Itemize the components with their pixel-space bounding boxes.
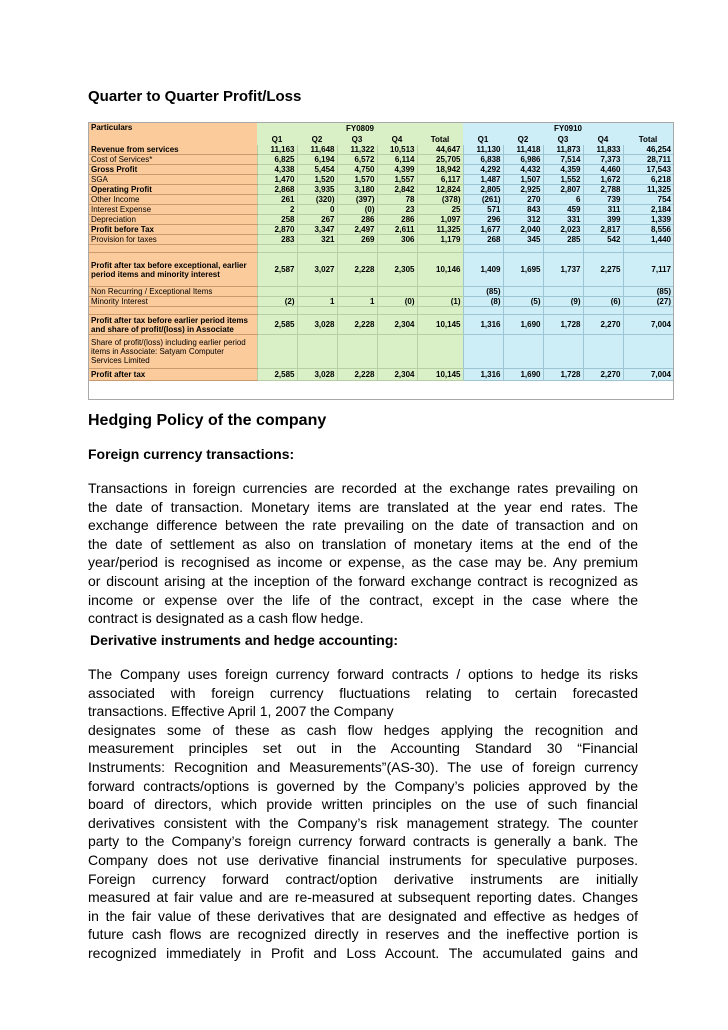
cell-value — [417, 287, 463, 297]
cell-value: 2,228 — [337, 253, 377, 287]
particulars-header: Particulars — [89, 123, 257, 145]
cell-value: 345 — [503, 235, 543, 245]
row-label — [89, 307, 257, 315]
text-line: exchange difference between the rate prevailing on the date of transaction and on — [88, 517, 638, 534]
cell-value: 1,339 — [623, 215, 673, 225]
cell-value — [297, 287, 337, 297]
column-header: Q3 — [543, 133, 583, 145]
cell-value: 2,304 — [377, 315, 417, 335]
cell-value: 2,868 — [257, 185, 297, 195]
cell-value — [463, 245, 503, 253]
cell-value — [257, 307, 297, 315]
cell-value: 7,373 — [583, 155, 623, 165]
cell-value: 7,004 — [623, 369, 673, 381]
cell-value: (0) — [377, 297, 417, 307]
cell-value: 6 — [543, 195, 583, 205]
cell-value: 7,514 — [543, 155, 583, 165]
table-row — [89, 145, 673, 155]
cell-value: 11,325 — [623, 185, 673, 195]
cell-value — [417, 335, 463, 369]
cell-value: 261 — [257, 195, 297, 205]
text-line: future cash flows are recognized directly in reserves and the ineffective portion is — [88, 926, 638, 943]
table-row — [89, 155, 673, 165]
row-label: Revenue from services — [89, 145, 257, 155]
cell-value — [503, 307, 543, 315]
fy0809-header: FY0809 — [257, 123, 463, 133]
cell-value: 542 — [583, 235, 623, 245]
text-line: derivatives consistent with the Company’s risk management strategy. The counter — [88, 814, 638, 831]
cell-value — [337, 307, 377, 315]
cell-value: (85) — [623, 287, 673, 297]
cell-value: 2,807 — [543, 185, 583, 195]
cell-value: 1,695 — [503, 253, 543, 287]
table-row — [89, 215, 673, 225]
profit-loss-table — [88, 122, 674, 400]
cell-value: 269 — [337, 235, 377, 245]
cell-value: (261) — [463, 195, 503, 205]
fx-transactions-paragraph — [88, 479, 638, 628]
cell-value: 10,145 — [417, 369, 463, 381]
row-label: Share of profit/(loss) including earlier period items in Associate: Satyam Computer Services Limited — [89, 335, 257, 369]
cell-value: 312 — [503, 215, 543, 225]
cell-value: 6,117 — [417, 175, 463, 185]
table-row — [89, 195, 673, 205]
cell-value — [543, 245, 583, 253]
cell-value: 10,146 — [417, 253, 463, 287]
cell-value: 11,163 — [257, 145, 297, 155]
cell-value: 739 — [583, 195, 623, 205]
cell-value: 3,347 — [297, 225, 337, 235]
cell-value: 2,585 — [257, 369, 297, 381]
cell-value — [377, 287, 417, 297]
cell-value: 2,228 — [337, 315, 377, 335]
fy0910-header: FY0910 — [463, 123, 673, 133]
table-row — [89, 175, 673, 185]
cell-value: 6,986 — [503, 155, 543, 165]
text-line: forward contracts/options is governed by the Company’s policies approved by the — [88, 777, 638, 794]
cell-value: 283 — [257, 235, 297, 245]
text-line: the date of settlement as also on translation of monetary items at the end of the — [88, 535, 638, 552]
table-row — [89, 185, 673, 195]
cell-value: 1,737 — [543, 253, 583, 287]
cell-value: 6,838 — [463, 155, 503, 165]
cell-value: 1,507 — [503, 175, 543, 185]
table-row — [89, 335, 673, 369]
cell-value: 2,040 — [503, 225, 543, 235]
cell-value — [257, 335, 297, 369]
fx-transactions-heading: Foreign currency transactions: — [88, 446, 295, 462]
cell-value: 1,570 — [337, 175, 377, 185]
cell-value: 46,254 — [623, 145, 673, 155]
cell-value: 2,842 — [377, 185, 417, 195]
text-line: Transactions in foreign currencies are recorded at the exchange rates prevailing on — [88, 480, 638, 496]
cell-value: 258 — [257, 215, 297, 225]
cell-value: 2,497 — [337, 225, 377, 235]
text-line: board of directors, which provide written principles on the use of such financial — [88, 796, 638, 813]
cell-value — [583, 335, 623, 369]
cell-value: 296 — [463, 215, 503, 225]
cell-value: 1,672 — [583, 175, 623, 185]
cell-value — [583, 287, 623, 297]
cell-value: 25,705 — [417, 155, 463, 165]
cell-value — [377, 307, 417, 315]
table-row — [89, 165, 673, 175]
row-label: Cost of Services* — [89, 155, 257, 165]
cell-value: 267 — [297, 215, 337, 225]
cell-value: 1,487 — [463, 175, 503, 185]
cell-value: 2,270 — [583, 369, 623, 381]
cell-value: 10,145 — [417, 315, 463, 335]
cell-value — [543, 307, 583, 315]
cell-value: (8) — [463, 297, 503, 307]
row-label: Profit after tax before exceptional, earlier period items and minority interest — [89, 253, 257, 287]
cell-value: 6,218 — [623, 175, 673, 185]
cell-value: 3,028 — [297, 315, 337, 335]
cell-value: 2,304 — [377, 369, 417, 381]
table-row — [89, 253, 673, 287]
table-row — [89, 205, 673, 215]
cell-value: (6) — [583, 297, 623, 307]
cell-value: 5,454 — [297, 165, 337, 175]
row-label: Profit after tax — [89, 369, 257, 381]
cell-value: 18,942 — [417, 165, 463, 175]
cell-value: 1,690 — [503, 315, 543, 335]
cell-value: 321 — [297, 235, 337, 245]
cell-value: 1,728 — [543, 369, 583, 381]
cell-value: 459 — [543, 205, 583, 215]
cell-value: 0 — [297, 205, 337, 215]
cell-value: 2,870 — [257, 225, 297, 235]
text-line: the date of transaction. Monetary items are translated at the year end rates. The — [88, 498, 638, 515]
cell-value — [543, 287, 583, 297]
table-row — [89, 245, 673, 253]
cell-value: 1,552 — [543, 175, 583, 185]
cell-value: 1,557 — [377, 175, 417, 185]
cell-value: 306 — [377, 235, 417, 245]
cell-value — [463, 307, 503, 315]
text-line: designates some of these as cash flow hedges applying the recognition and — [88, 721, 638, 738]
cell-value: 2,305 — [377, 253, 417, 287]
cell-value: (2) — [257, 297, 297, 307]
column-header: Q4 — [377, 133, 417, 145]
text-line: measured at fair value and are re-measured at subsequent reporting dates. Changes — [88, 889, 638, 906]
row-label — [89, 245, 257, 253]
row-label: Profit after tax before earlier period items and share of profit/(loss) in Associate — [89, 315, 257, 335]
column-header: Q2 — [503, 133, 543, 145]
text-line: in the fair value of these derivatives that are designated and effective as hedges of — [88, 907, 638, 924]
cell-value: 2,184 — [623, 205, 673, 215]
row-label: SGA — [89, 175, 257, 185]
cell-value: 6,194 — [297, 155, 337, 165]
cell-value: 23 — [377, 205, 417, 215]
text-line: income or expense over the life of the contract, except in the case where the — [88, 591, 638, 608]
cell-value — [337, 245, 377, 253]
table-row — [89, 235, 673, 245]
cell-value: 2,611 — [377, 225, 417, 235]
cell-value — [337, 335, 377, 369]
text-line: party to the Company’s foreign currency forward contracts is generally a bank. The — [88, 833, 638, 850]
cell-value: 1 — [297, 297, 337, 307]
cell-value: 285 — [543, 235, 583, 245]
cell-value — [503, 245, 543, 253]
cell-value: (397) — [337, 195, 377, 205]
cell-value: 2,788 — [583, 185, 623, 195]
cell-value — [623, 245, 673, 253]
cell-value: 754 — [623, 195, 673, 205]
text-line: Foreign currency forward contract/option derivative instruments are initially — [88, 870, 638, 887]
cell-value — [583, 245, 623, 253]
cell-value: 28,711 — [623, 155, 673, 165]
cell-value — [297, 307, 337, 315]
cell-value: 4,460 — [583, 165, 623, 175]
cell-value — [297, 335, 337, 369]
table-row — [89, 315, 673, 335]
cell-value: 6,114 — [377, 155, 417, 165]
cell-value — [257, 245, 297, 253]
cell-value — [463, 335, 503, 369]
cell-value: 3,935 — [297, 185, 337, 195]
cell-value: 3,028 — [297, 369, 337, 381]
cell-value — [257, 287, 297, 297]
cell-value: 11,648 — [297, 145, 337, 155]
text-line: contract is designated as a cash flow hedge. — [88, 610, 364, 627]
column-header: Total — [623, 133, 673, 145]
cell-value: 78 — [377, 195, 417, 205]
cell-value: 2,925 — [503, 185, 543, 195]
cell-value — [337, 287, 377, 297]
column-header: Q1 — [257, 133, 297, 145]
cell-value: 10,513 — [377, 145, 417, 155]
cell-value: 1,316 — [463, 315, 503, 335]
cell-value: 1 — [337, 297, 377, 307]
table-row — [89, 369, 673, 381]
cell-value: 2,805 — [463, 185, 503, 195]
cell-value: 286 — [377, 215, 417, 225]
cell-value: 4,338 — [257, 165, 297, 175]
cell-value — [503, 287, 543, 297]
cell-value: (378) — [417, 195, 463, 205]
column-header: Q1 — [463, 133, 503, 145]
cell-value: (27) — [623, 297, 673, 307]
cell-value: 11,130 — [463, 145, 503, 155]
cell-value: 286 — [337, 215, 377, 225]
cell-value: 2,587 — [257, 253, 297, 287]
derivative-paragraph — [88, 665, 638, 963]
profit-loss-grid — [89, 123, 673, 381]
cell-value — [543, 335, 583, 369]
cell-value: 11,418 — [503, 145, 543, 155]
cell-value: 17,543 — [623, 165, 673, 175]
cell-value: 1,690 — [503, 369, 543, 381]
cell-value — [377, 245, 417, 253]
cell-value: 1,179 — [417, 235, 463, 245]
cell-value — [417, 245, 463, 253]
cell-value: 11,322 — [337, 145, 377, 155]
cell-value: 843 — [503, 205, 543, 215]
cell-value: (85) — [463, 287, 503, 297]
cell-value — [623, 307, 673, 315]
cell-value: 3,027 — [297, 253, 337, 287]
column-header: Q2 — [297, 133, 337, 145]
cell-value: (320) — [297, 195, 337, 205]
row-label: Other Income — [89, 195, 257, 205]
cell-value: 2 — [257, 205, 297, 215]
derivative-heading: Derivative instruments and hedge accounting: — [90, 632, 399, 648]
cell-value: 4,750 — [337, 165, 377, 175]
cell-value: 1,470 — [257, 175, 297, 185]
text-line: or discount arising at the inception of the forward exchange contract is recognized as — [88, 572, 638, 589]
row-label: Gross Profit — [89, 165, 257, 175]
cell-value: (5) — [503, 297, 543, 307]
cell-value: 2,275 — [583, 253, 623, 287]
cell-value: 4,399 — [377, 165, 417, 175]
table-row — [89, 297, 673, 307]
cell-value: 2,023 — [543, 225, 583, 235]
text-line: Instruments: Recognition and Measurements”(AS-30). The use of foreign currency — [88, 758, 638, 775]
cell-value: 44,647 — [417, 145, 463, 155]
text-line: The Company uses foreign currency forward contracts / options to hedge its risks — [88, 666, 638, 682]
table-row — [89, 287, 673, 297]
cell-value: 3,180 — [337, 185, 377, 195]
cell-value: (9) — [543, 297, 583, 307]
cell-value: 11,873 — [543, 145, 583, 155]
table-heading: Quarter to Quarter Profit/Loss — [88, 88, 302, 105]
cell-value: 4,292 — [463, 165, 503, 175]
row-label: Minority Interest — [89, 297, 257, 307]
cell-value: 311 — [583, 205, 623, 215]
cell-value: 8,556 — [623, 225, 673, 235]
cell-value: (1) — [417, 297, 463, 307]
cell-value: 1,728 — [543, 315, 583, 335]
cell-value: 1,677 — [463, 225, 503, 235]
cell-value: 331 — [543, 215, 583, 225]
column-header: Q4 — [583, 133, 623, 145]
cell-value — [583, 307, 623, 315]
cell-value: 399 — [583, 215, 623, 225]
cell-value: 2,270 — [583, 315, 623, 335]
row-label: Provision for taxes — [89, 235, 257, 245]
cell-value: 6,825 — [257, 155, 297, 165]
table-row — [89, 307, 673, 315]
hedging-heading: Hedging Policy of the company — [88, 412, 327, 429]
cell-value: 7,004 — [623, 315, 673, 335]
cell-value: 11,833 — [583, 145, 623, 155]
cell-value: 4,432 — [503, 165, 543, 175]
text-line: associated with foreign currency fluctuations relating to certain forecasted — [88, 684, 638, 701]
cell-value — [623, 335, 673, 369]
cell-value: 6,572 — [337, 155, 377, 165]
text-line: measurement principles set out in the Accounting Standard 30 “Financial — [88, 740, 638, 757]
table-row — [89, 225, 673, 235]
row-label: Depreciation — [89, 215, 257, 225]
cell-value: 11,325 — [417, 225, 463, 235]
cell-value: 2,228 — [337, 369, 377, 381]
cell-value: 2,585 — [257, 315, 297, 335]
cell-value: 4,359 — [543, 165, 583, 175]
cell-value: 25 — [417, 205, 463, 215]
cell-value: 1,409 — [463, 253, 503, 287]
row-label: Operating Profit — [89, 185, 257, 195]
text-line: transactions. Effective April 1, 2007 the Company — [88, 703, 394, 720]
cell-value: 1,440 — [623, 235, 673, 245]
cell-value — [417, 307, 463, 315]
cell-value: 571 — [463, 205, 503, 215]
cell-value: 2,817 — [583, 225, 623, 235]
text-line: Company does not use derivative financial instruments for speculative purposes. — [88, 851, 638, 868]
text-line: recognized immediately in Profit and Loss Account. The accumulated gains and — [88, 944, 638, 961]
row-label: Profit before Tax — [89, 225, 257, 235]
cell-value — [503, 335, 543, 369]
cell-value: 268 — [463, 235, 503, 245]
text-line: year/period is recognised as income or expense, as the case may be. Any premium — [88, 554, 638, 571]
cell-value: 1,316 — [463, 369, 503, 381]
column-header: Total — [417, 133, 463, 145]
column-header: Q3 — [337, 133, 377, 145]
cell-value: 7,117 — [623, 253, 673, 287]
cell-value: (0) — [337, 205, 377, 215]
row-label: Non Recurring / Exceptional Items — [89, 287, 257, 297]
cell-value: 1,097 — [417, 215, 463, 225]
cell-value — [297, 245, 337, 253]
row-label: Interest Expense — [89, 205, 257, 215]
cell-value: 270 — [503, 195, 543, 205]
cell-value: 12,824 — [417, 185, 463, 195]
cell-value: 1,520 — [297, 175, 337, 185]
cell-value — [377, 335, 417, 369]
